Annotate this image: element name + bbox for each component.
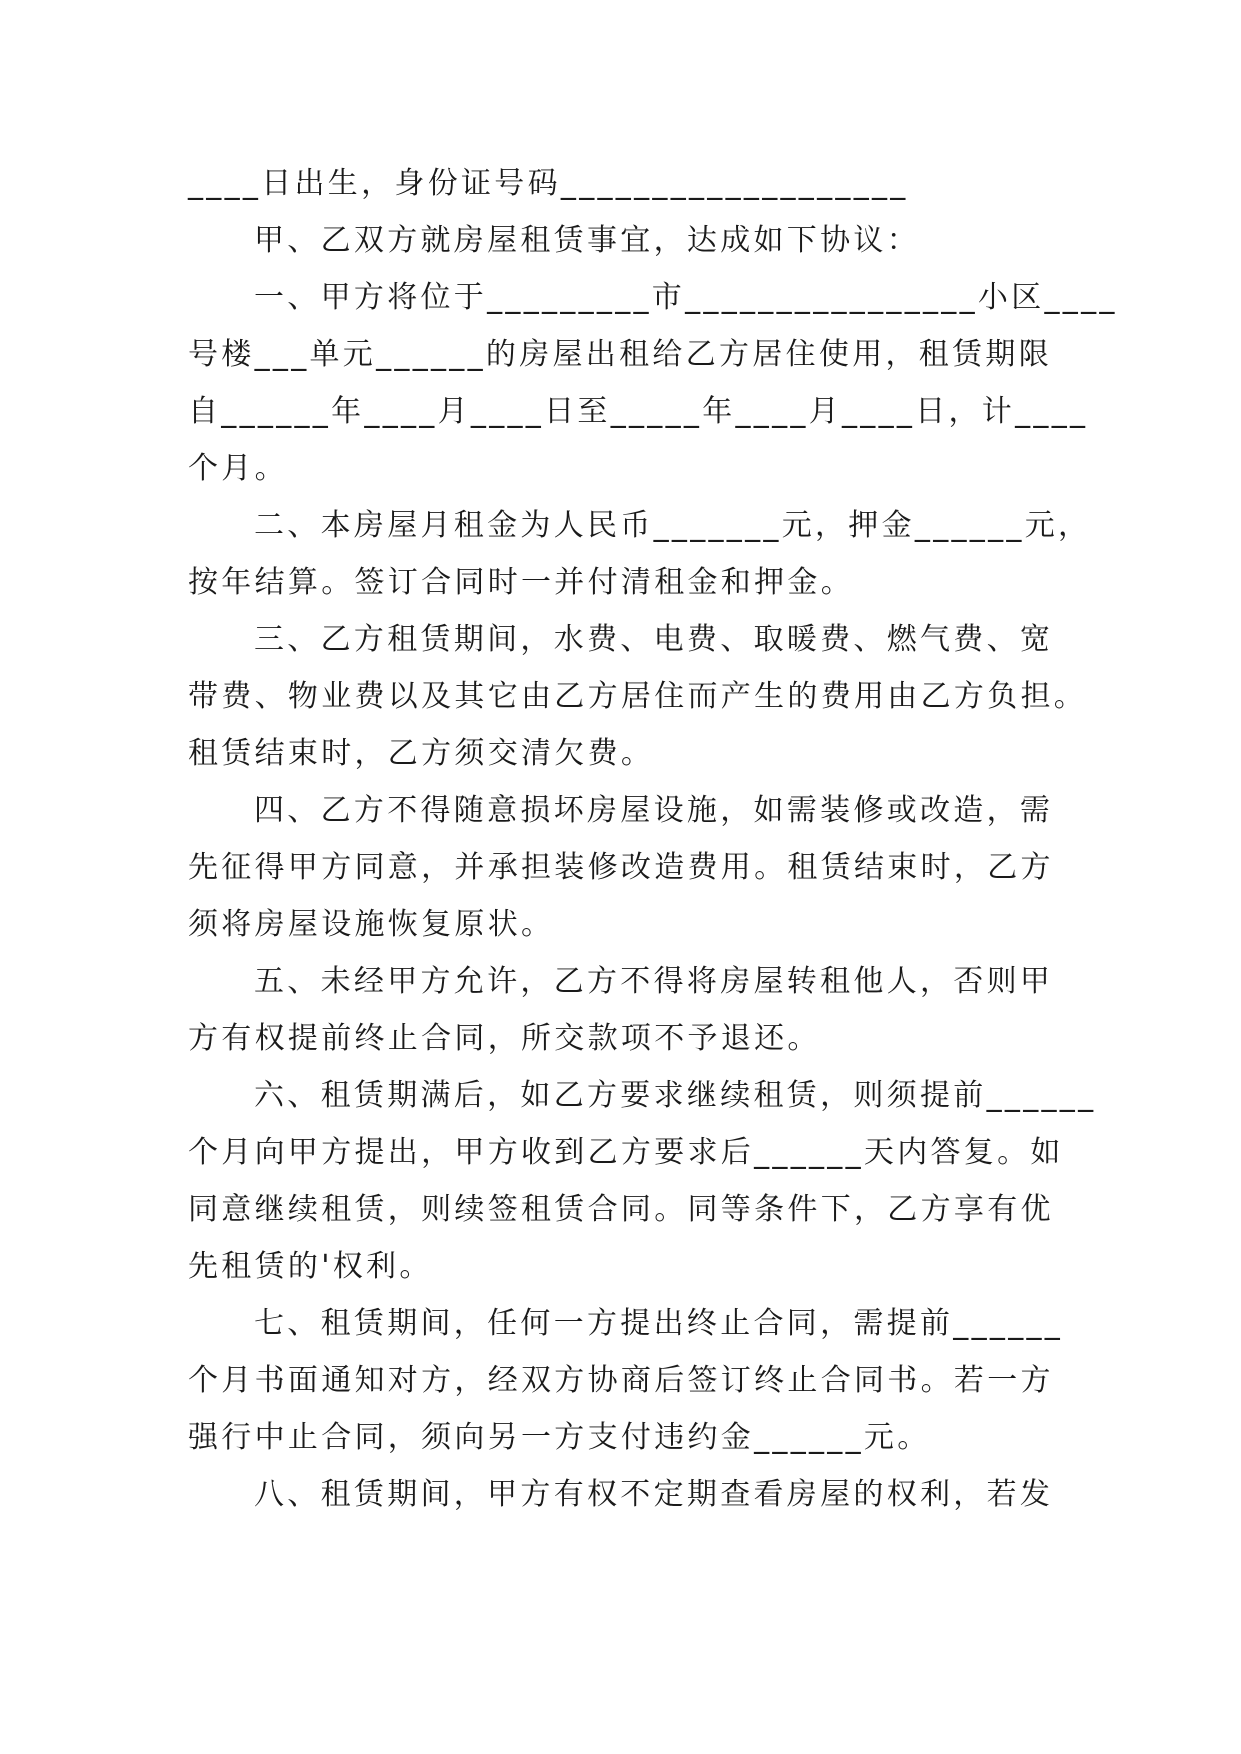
text-line: 甲、乙双方就房屋租赁事宜，达成如下协议： (254, 223, 920, 258)
text-line: 先租赁的'权利。 (188, 1249, 433, 1284)
text-line: 个月书面通知对方，经双方协商后签订终止合同书。若一方 (188, 1363, 1054, 1398)
text-line: 三、乙方租赁期间，水费、电费、取暖费、燃气费、宽 (254, 622, 1054, 657)
text-line: 自______年____月____日至_____年____月____日，计____ (188, 394, 1089, 429)
text-line: 强行中止合同，须向另一方支付违约金______元。 (188, 1420, 931, 1455)
text-line: 方有权提前终止合同，所交款项不予退还。 (188, 1021, 821, 1056)
text-line: ____日出生，身份证号码___________________ (188, 166, 909, 201)
text-line: 带费、物业费以及其它由乙方居住而产生的费用由乙方负担。 (188, 679, 1088, 714)
text-line: 八、租赁期间，甲方有权不定期查看房屋的权利，若发 (254, 1477, 1054, 1512)
text-line: 七、租赁期间，任何一方提出终止合同，需提前______ (254, 1306, 1064, 1341)
text-line: 须将房屋设施恢复原状。 (188, 907, 555, 942)
text-line: 租赁结束时，乙方须交清欠费。 (188, 736, 655, 771)
text-line: 同意继续租赁，则续签租赁合同。同等条件下，乙方享有优 (188, 1192, 1054, 1227)
text-line: 一、甲方将位于_________市________________小区____ (254, 280, 1118, 315)
contract-text (188, 155, 1118, 1523)
text-line: 按年结算。签订合同时一并付清租金和押金。 (188, 565, 854, 600)
text-line: 六、租赁期满后，如乙方要求继续租赁，则须提前______ (254, 1078, 1097, 1113)
text-line: 个月。 (188, 451, 288, 486)
text-line: 二、本房屋月租金为人民币_______元，押金______元， (254, 508, 1092, 543)
text-line: 先征得甲方同意，并承担装修改造费用。租赁结束时，乙方 (188, 850, 1054, 885)
text-line: 号楼___单元______的房屋出租给乙方居住使用，租赁期限 (188, 337, 1052, 372)
text-line: 五、未经甲方允许，乙方不得将房屋转租他人，否则甲 (254, 964, 1054, 999)
text-line: 四、乙方不得随意损坏房屋设施，如需装修或改造，需 (254, 793, 1054, 828)
text-line: 个月向甲方提出，甲方收到乙方要求后______天内答复。如 (188, 1135, 1064, 1170)
